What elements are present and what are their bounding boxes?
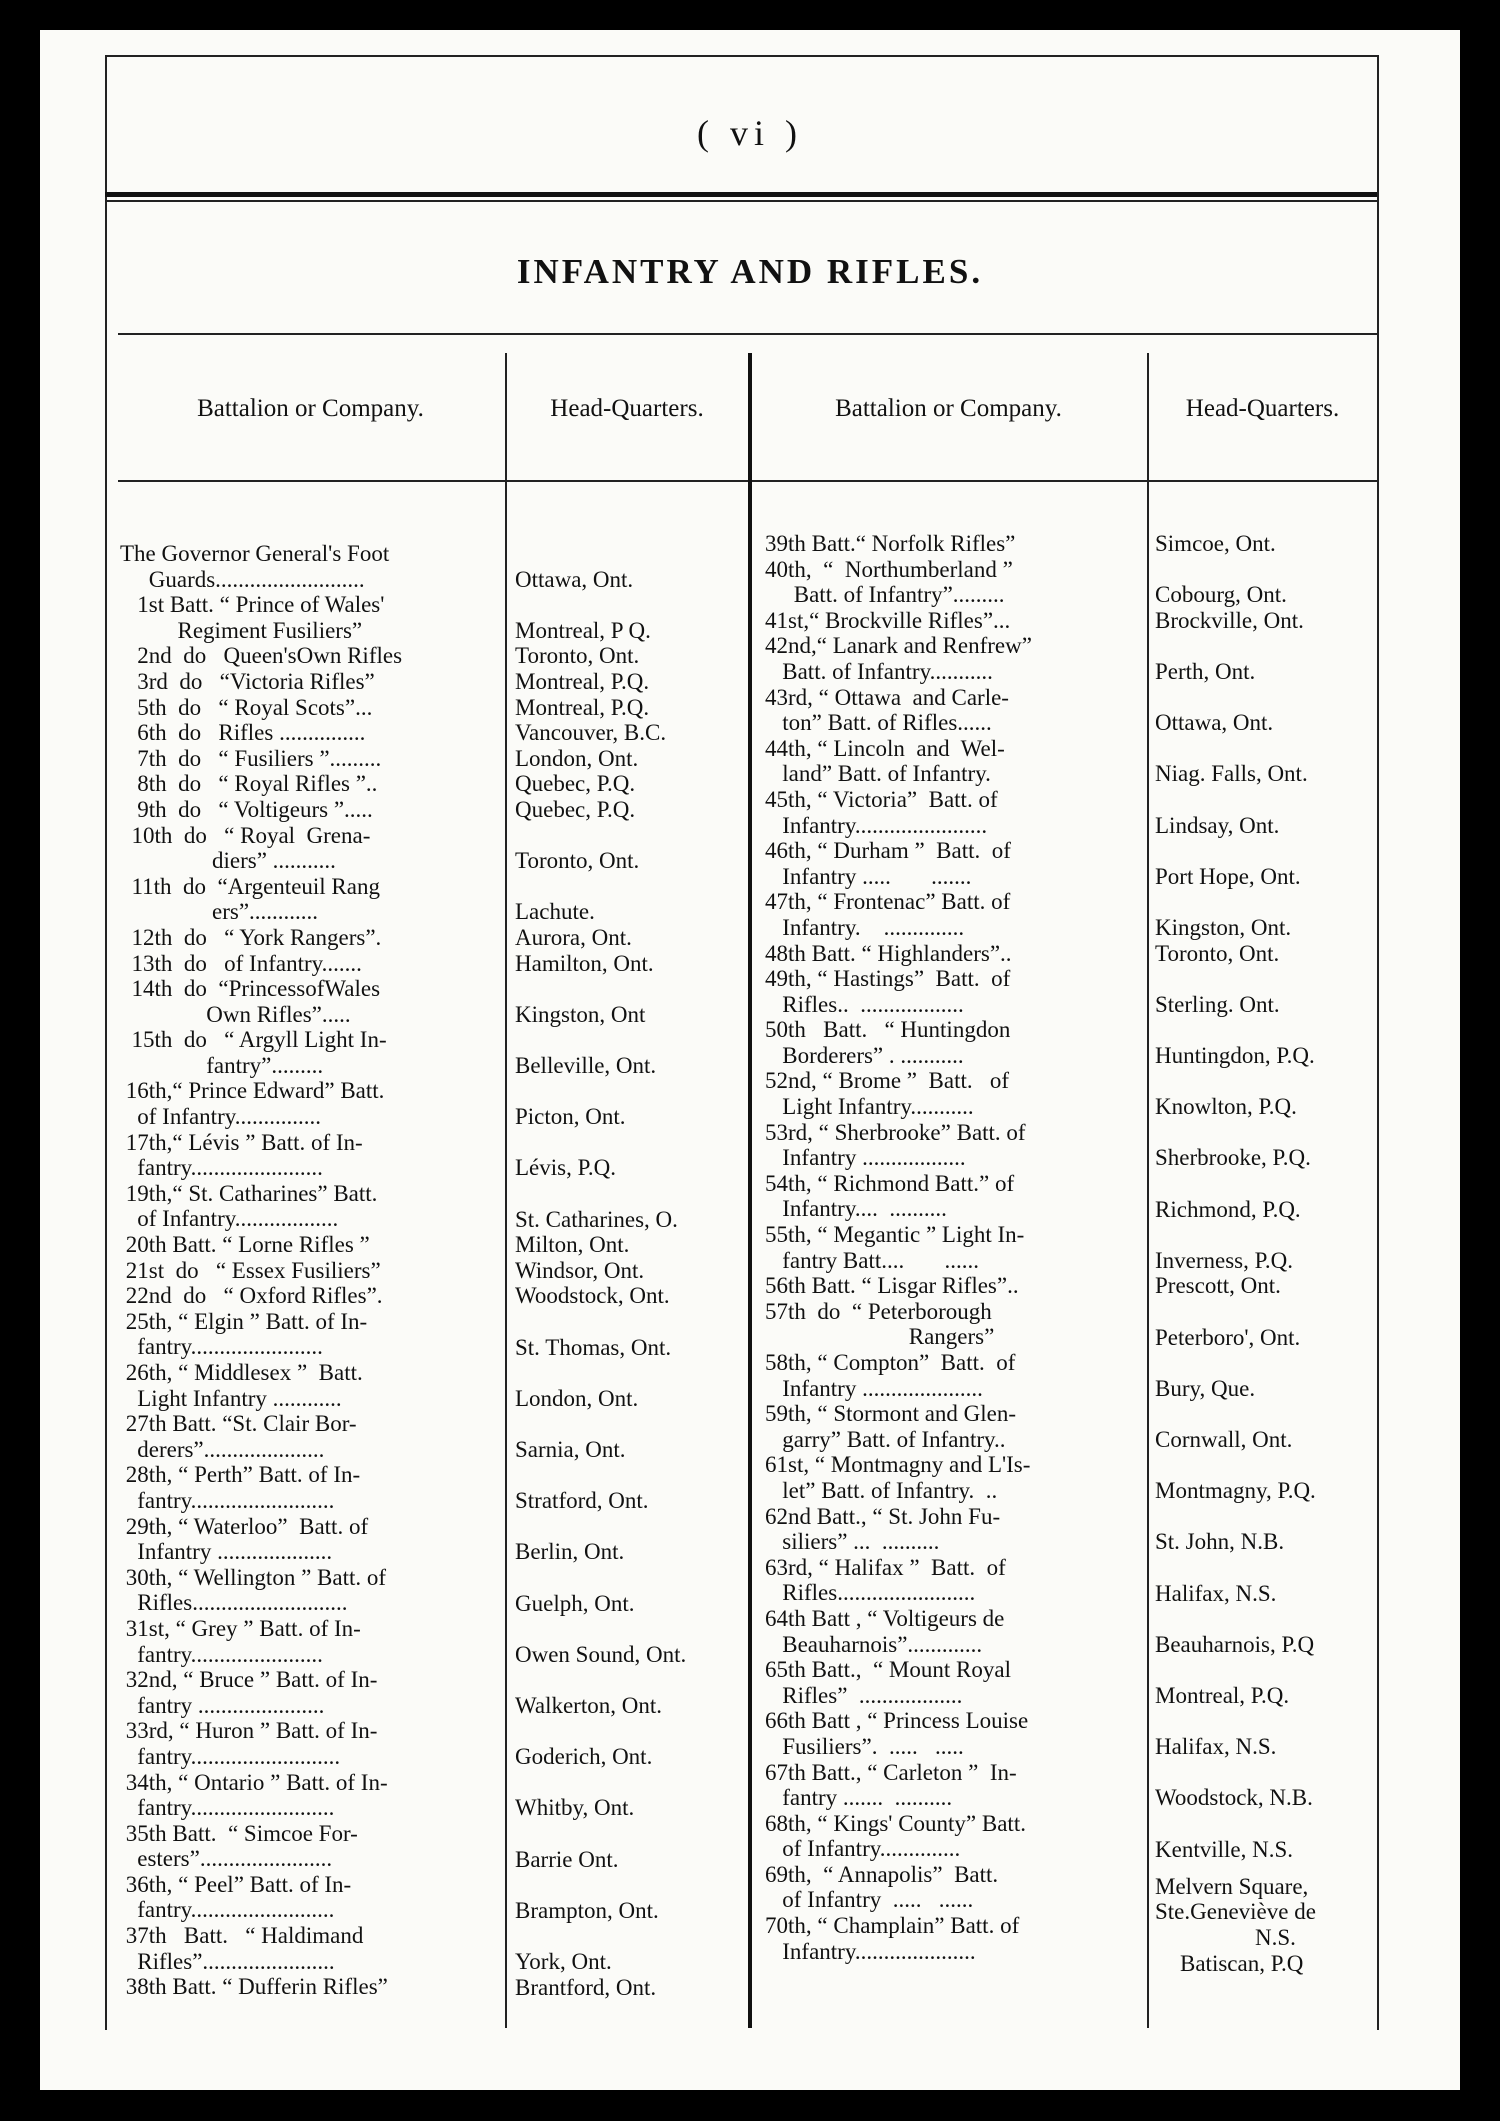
battalion-line: fantry”......... [120,1052,324,1078]
headquarters-entry: Peterboro', Ont. [1155,1324,1301,1350]
battalion-line: 32nd, “ Bruce ” Batt. of In- [120,1667,378,1693]
headquarters-entry: Batiscan, P.Q [1180,1951,1304,1976]
battalion-line: fantry......................... [120,1487,335,1513]
headquarters-entry: Lindsay, Ont. [1155,812,1280,838]
battalion-line: 57th do “ Peterborough [765,1298,992,1324]
battalion-line: Batt. of Infantry”......... [765,582,1005,608]
battalion-line: 11th do “Argenteuil Rang [120,873,380,899]
headquarters-entry: Perth, Ont. [1155,659,1256,684]
battalion-line: ers”............ [120,899,319,925]
headquarters-entry: St. Catharines, O. [515,1206,678,1232]
battalion-line: siliers” ... .......... [765,1529,940,1555]
top-rule [105,55,1377,57]
headquarters-entry: Belleville, Ont. [515,1053,657,1078]
battalion-line: Batt. of Infantry........... [765,658,993,684]
headquarters-entry: Ottawa, Ont. [515,566,634,592]
battalion-line: Own Rifles”..... [120,1001,351,1027]
battalion-line: 28th, “ Perth” Batt. of In- [120,1462,361,1488]
headquarters-entry: Quebec, P.Q. [515,797,636,822]
page-title: INFANTRY AND RIFLES. [516,252,984,291]
battalion-line: Light Infantry........... [765,1094,974,1120]
battalion-line: 62nd Batt., “ St. John Fu- [765,1503,1001,1529]
headquarters-entry: Sterling. Ont. [1155,991,1280,1017]
headquarters-entry: Cobourg, Ont. [1155,582,1287,608]
battalion-line: The Governor General's Foot [120,541,390,566]
battalion-line: 40th, “ Northumberland ” [765,556,1013,582]
headquarters-entry: Guelph, Ont. [515,1590,635,1616]
battalion-line: Rifles.. .................. [765,991,964,1017]
battalion-line: fantry....................... [120,1155,323,1181]
battalion-line: 30th, “ Wellington ” Batt. of [120,1564,387,1590]
headquarters-entry: Richmond, P.Q. [1155,1196,1301,1222]
center-divider [748,353,752,2028]
battalion-line: 36th, “ Peel” Batt. of In- [120,1871,352,1897]
battalion-line: 46th, “ Durham ” Batt. of [765,838,1011,864]
battalion-line: Rifles........................... [120,1590,348,1616]
battalion-line: fantry....................... [120,1641,323,1667]
headquarters-entry: Lachute. [515,899,595,925]
headquarters-entry: Kentville, N.S. [1155,1836,1293,1862]
headquarters-entry: Woodstock, Ont. [515,1283,670,1309]
battalion-line: 47th, “ Frontenac” Batt. of [765,889,1011,915]
headquarters-entry: Quebec, P.Q. [515,771,636,797]
headquarters-entry: Brantford, Ont. [515,1974,657,2000]
battalion-line: 7th do “ Fusiliers ”......... [120,745,382,771]
headquarters-entry: Halifax, N.S. [1155,1734,1277,1760]
battalion-line: ton” Batt. of Rifles...... [765,710,992,736]
battalion-line: 22nd do “ Oxford Rifles”. [120,1283,383,1309]
battalion-line: 35th Batt. “ Simcoe For- [120,1820,358,1846]
battalion-line: 43rd, “ Ottawa and Carle- [765,684,1009,710]
battalion-line: 45th, “ Victoria” Batt. of [765,786,998,812]
battalion-line: Light Infantry ............ [120,1385,342,1411]
battalion-line: 19th,“ St. Catharines” Batt. [120,1180,378,1206]
battalion-line: Beauharnois”............. [765,1631,983,1657]
battalion-line: 12th do “ York Rangers”. [120,924,382,950]
battalion-line: Infantry..................... [765,1938,976,1964]
battalion-line: esters”....................... [120,1846,333,1872]
battalion-line: Rifles”....................... [120,1948,335,1974]
headquarters-entry: Hamilton, Ont. [515,950,654,976]
headquarters-entry: Brampton, Ont. [515,1897,659,1923]
headquarters-entry: Brockville, Ont. [1155,607,1304,633]
battalion-line: 8th do “ Royal Rifles ”.. [120,771,378,797]
table-top-rule [118,333,1378,335]
battalion-line: Infantry .................. [765,1145,966,1171]
headquarters-entry: Beauharnois, P.Q [1155,1631,1315,1657]
header-headquarters-right: Head-Quarters. [1185,395,1340,422]
battalion-line: 67th Batt., “ Carleton ” In- [765,1759,1017,1785]
battalion-line: Borderers” . ........... [765,1042,964,1068]
headquarters-entry: Kingston, Ont. [1155,915,1292,940]
battalion-line: of Infantry ..... ...... [765,1887,974,1913]
headquarters-entry: Stratford, Ont. [515,1488,649,1514]
battalion-line: 56th Batt. “ Lisgar Rifles”.. [765,1273,1019,1299]
battalion-line: Rifles” .................. [765,1682,963,1708]
battalion-line: 54th, “ Richmond Batt.” of [765,1170,1015,1196]
battalion-line: 61st, “ Montmagny and L'Is- [765,1452,1031,1478]
battalion-line: fantry ....... .......... [765,1785,953,1811]
headquarters-entry: Owen Sound, Ont. [515,1641,687,1667]
column-divider [1147,353,1149,2028]
headquarters-entry: Knowlton, P.Q. [1155,1094,1297,1120]
battalion-line: Infantry. .............. [765,914,965,940]
battalion-line: Guards.......................... [120,566,365,592]
battalion-line: diers” ........... [120,848,336,874]
headquarters-entry: Ste.Geneviève de [1155,1899,1316,1925]
headquarters-entry: Montreal, P.Q. [1155,1683,1290,1708]
headquarters-entry: St. Thomas, Ont. [515,1334,672,1360]
battalion-line: 10th do “ Royal Grena- [120,822,371,848]
battalion-line: 63rd, “ Halifax ” Batt. of [765,1554,1006,1580]
battalion-line: fantry......................... [120,1897,335,1923]
battalion-line: 5th do “ Royal Scots”... [120,694,373,720]
battalion-line: 20th Batt. “ Lorne Rifles ” [120,1232,370,1258]
battalion-line: 55th, “ Megantic ” Light In- [765,1222,1025,1248]
column-divider [505,353,507,2028]
battalion-line: 53rd, “ Sherbrooke” Batt. of [765,1119,1026,1145]
battalion-line: Infantry ..... ....... [765,863,972,889]
headquarters-entry: Montreal, P Q. [515,617,651,643]
battalion-line: of Infantry.............. [765,1836,961,1862]
battalion-line: Infantry ..................... [765,1375,983,1401]
headquarters-entry: Woodstock, N.B. [1155,1785,1313,1811]
headquarters-entry: St. John, N.B. [1155,1529,1285,1555]
battalion-line: fantry......................... [120,1795,335,1821]
headquarters-entry: Berlin, Ont. [515,1539,625,1565]
battalion-line: fantry Batt.... ...... [765,1247,979,1273]
headquarters-entry: Huntingdon, P.Q. [1155,1043,1315,1068]
page-number: ( vi ) [697,113,803,153]
battalion-line: 15th do “ Argyll Light In- [120,1027,387,1053]
headquarters-entry: Port Hope, Ont. [1155,863,1301,889]
headquarters-entry: N.S. [1255,1925,1296,1951]
battalion-line: 49th, “ Hastings” Batt. of [765,966,1011,992]
battalion-line: fantry ...................... [120,1692,325,1718]
battalion-line: let” Batt. of Infantry. .. [765,1477,998,1503]
battalion-line: 6th do Rifles ............... [120,720,366,746]
battalion-line: fantry....................... [120,1334,323,1360]
battalion-line: Rifles........................ [765,1580,976,1606]
battalion-line: 48th Batt. “ Highlanders”.. [765,940,1012,966]
headquarters-entry: London, Ont. [515,1385,639,1411]
headquarters-entry: London, Ont. [515,745,639,771]
battalion-line: 33rd, “ Huron ” Batt. of In- [120,1718,378,1744]
battalion-line: land” Batt. of Infantry. [765,761,991,787]
battalion-line: of Infantry............... [120,1104,321,1130]
battalion-line: 38th Batt. “ Dufferin Rifles” [120,1974,388,2000]
battalion-line: 1st Batt. “ Prince of Wales' [120,592,385,618]
headquarters-entry: Cornwall, Ont. [1155,1427,1293,1452]
headquarters-entry: Bury, Que. [1155,1375,1256,1401]
headquarters-entry: Montreal, P.Q. [515,669,650,694]
header-thin-rule [105,200,1377,202]
headquarters-entry: Sherbrooke, P.Q. [1155,1145,1311,1171]
battalion-line: 64th Batt , “ Voltigeurs de [765,1605,1005,1631]
headquarters-entry: Milton, Ont. [515,1232,630,1258]
headquarters-entry: Walkerton, Ont. [515,1693,662,1718]
battalion-line: 68th, “ Kings' County” Batt. [765,1810,1026,1836]
battalion-line: 44th, “ Lincoln and Wel- [765,735,1005,761]
battalion-line: 50th Batt. “ Huntingdon [765,1017,1011,1043]
headquarters-entry: Montmagny, P.Q. [1155,1478,1316,1504]
headquarters-entry: Aurora, Ont. [515,925,632,950]
headquarters-entry: Inverness, P.Q. [1155,1247,1293,1273]
battalion-line: garry” Batt. of Infantry.. [765,1426,1006,1452]
header-battalion-left: Battalion or Company. [197,395,424,422]
headquarters-entry: Prescott, Ont. [1155,1273,1281,1299]
right-battalion-column [765,531,1145,1964]
headquarters-entry: York, Ont. [515,1949,612,1974]
battalion-line: 16th,“ Prince Edward” Batt. [120,1078,385,1104]
battalion-line: 69th, “ Annapolis” Batt. [765,1861,999,1887]
header-battalion-right: Battalion or Company. [835,395,1062,422]
headquarters-entry: Sarnia, Ont. [515,1437,626,1462]
battalion-line: 27th Batt. “St. Clair Bor- [120,1411,357,1437]
headquarters-entry: Melvern Square, [1155,1873,1309,1899]
headquarters-entry: Windsor, Ont. [515,1257,645,1283]
headquarters-entry: Toronto, Ont. [1155,940,1280,966]
battalion-line: derers”..................... [120,1436,325,1462]
left-battalion-column [120,541,505,2000]
battalion-line: 21st do “ Essex Fusiliers” [120,1257,381,1283]
headquarters-entry: Whitby, Ont. [515,1795,635,1821]
battalion-line: Infantry .................... [120,1539,333,1565]
battalion-line: Rangers” [765,1324,995,1350]
battalion-line: fantry.......................... [120,1743,341,1769]
header-thick-rule [105,192,1377,197]
battalion-line: Infantry.... .......... [765,1196,947,1222]
battalion-line: 65th Batt., “ Mount Royal [765,1657,1011,1683]
headquarters-entry: Simcoe, Ont. [1155,531,1276,556]
battalion-line: 9th do “ Voltigeurs ”..... [120,796,373,822]
headquarters-entry: Toronto, Ont. [515,643,640,669]
battalion-line: 42nd,“ Lanark and Renfrew” [765,633,1032,659]
headquarters-entry: Niag. Falls, Ont. [1155,761,1308,787]
battalion-line: 14th do “PrincessofWales [120,976,381,1002]
headquarters-entry: Lévis, P.Q. [515,1155,616,1181]
battalion-line: 52nd, “ Brome ” Batt. of [765,1068,1010,1094]
headquarters-entry: Goderich, Ont. [515,1744,653,1770]
battalion-line: 13th do of Infantry....... [120,950,362,976]
battalion-line: 41st,“ Brockville Rifles”... [765,607,1011,633]
headquarters-entry: Kingston, Ont [515,1001,646,1027]
battalion-line: Fusiliers”. ..... ..... [765,1733,964,1759]
battalion-line: 70th, “ Champlain” Batt. of [765,1913,1020,1939]
battalion-line: Infantry....................... [765,812,988,838]
headquarters-entry: Picton, Ont. [515,1104,626,1130]
header-headquarters-left: Head-Quarters. [550,395,704,422]
headquarters-entry: Montreal, P.Q. [515,694,650,720]
battalion-line: 59th, “ Stormont and Glen- [765,1401,1017,1427]
headquarters-entry: Halifax, N.S. [1155,1580,1277,1606]
headquarters-entry: Ottawa, Ont. [1155,710,1274,736]
headquarters-entry: Barrie Ont. [515,1846,619,1872]
headquarters-entry: Vancouver, B.C. [515,720,667,746]
battalion-line: Regiment Fusiliers” [120,617,363,643]
battalion-line: 17th,“ Lévis ” Batt. of In- [120,1129,363,1155]
battalion-line: 37th Batt. “ Haldimand [120,1923,364,1949]
battalion-line: 25th, “ Elgin ” Batt. of In- [120,1308,368,1334]
battalion-line: 26th, “ Middlesex ” Batt. [120,1360,363,1385]
battalion-line: of Infantry.................. [120,1206,339,1232]
battalion-line: 2nd do Queen'sOwn Rifles [120,643,403,669]
headquarters-entry: Toronto, Ont. [515,848,640,874]
battalion-line: 34th, “ Ontario ” Batt. of In- [120,1769,388,1795]
battalion-line: 29th, “ Waterloo” Batt. of [120,1513,369,1539]
battalion-line: 66th Batt , “ Princess Louise [765,1708,1029,1734]
battalion-line: 58th, “ Compton” Batt. of [765,1350,1016,1375]
battalion-line: 3rd do “Victoria Rifles” [120,668,375,694]
battalion-line: 39th Batt.“ Norfolk Rifles” [765,531,1016,556]
battalion-line: 31st, “ Grey ” Batt. of In- [120,1615,361,1641]
